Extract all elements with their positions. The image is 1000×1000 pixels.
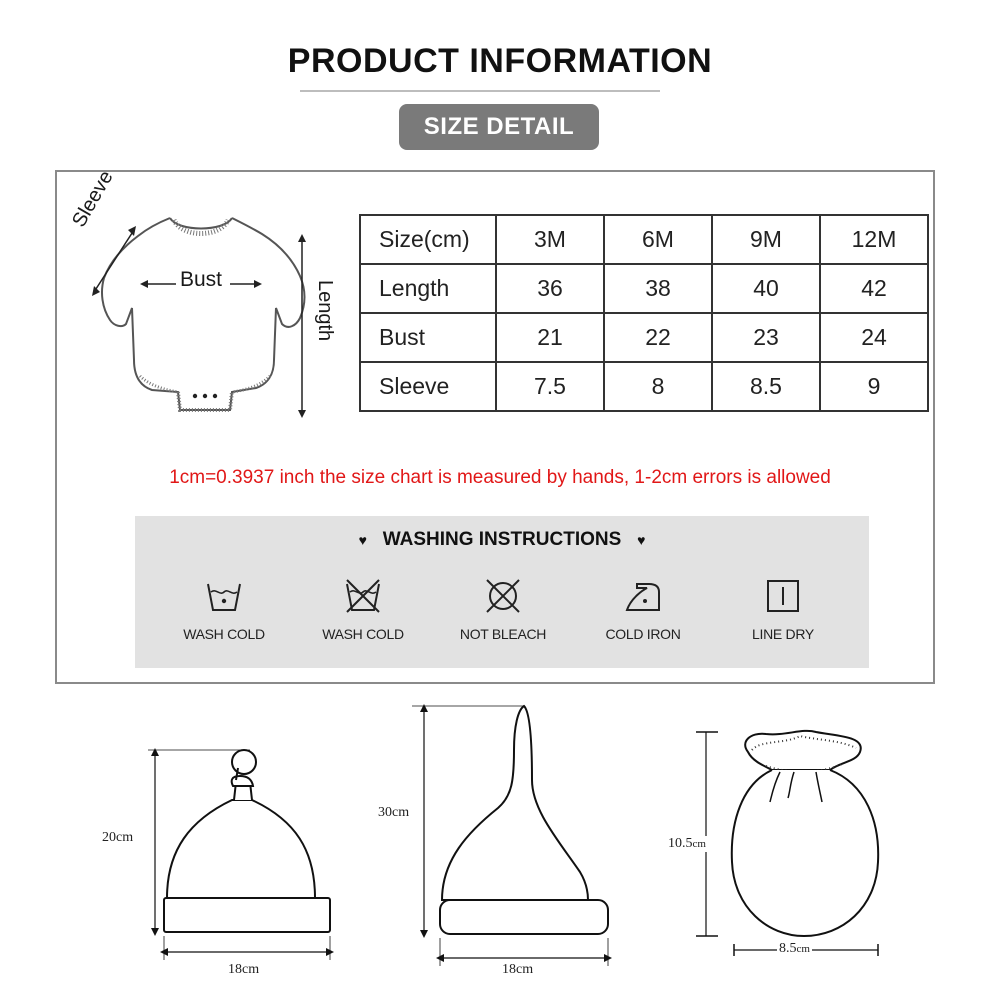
wash-item (164, 576, 284, 642)
heart-icon: ♥ (358, 532, 367, 548)
wash-label: WASH COLD (183, 626, 265, 642)
knot-hat-diagram (140, 740, 340, 970)
mitten-width-unit: cm (796, 943, 810, 955)
knot-hat-width-label: 18cm (228, 962, 260, 977)
table-header-row (360, 215, 928, 264)
table-cell: 8.5 (712, 362, 820, 411)
mitten-width-value: 8.5 (779, 941, 797, 956)
table-cell: 21 (496, 313, 604, 362)
no-bleach-icon (483, 576, 523, 616)
mitten-height-value: 10.5 (668, 836, 693, 851)
title-divider (300, 90, 660, 92)
table-header-cell: 3M (496, 215, 604, 264)
table-row (360, 313, 928, 362)
pointed-hat-diagram (408, 700, 618, 975)
knot-hat-height-label: 20cm (102, 830, 134, 845)
line-dry-icon (763, 576, 803, 616)
table-cell: Length (360, 264, 496, 313)
wash-label: COLD IRON (605, 626, 681, 642)
wash-label: WASH COLD (322, 626, 404, 642)
table-header-cell: Size(cm) (360, 215, 496, 264)
sleeve-label: Sleeve (68, 167, 118, 231)
table-cell: 8 (604, 362, 712, 411)
wash-item (583, 576, 703, 642)
wash-item (443, 576, 563, 642)
table-cell: 24 (820, 313, 928, 362)
table-cell: Bust (360, 313, 496, 362)
table-cell: 42 (820, 264, 928, 313)
bust-label: Bust (180, 268, 223, 291)
washing-title (135, 529, 869, 551)
length-label: Length (314, 280, 336, 342)
wash-item (723, 576, 843, 642)
table-cell: 9 (820, 362, 928, 411)
no-wash-tub-icon (343, 576, 383, 616)
table-cell: 38 (604, 264, 712, 313)
mitten-diagram (690, 722, 890, 962)
wash-label: NOT BLEACH (459, 626, 547, 642)
table-cell: 23 (712, 313, 820, 362)
wash-label: LINE DRY (752, 626, 814, 642)
pointed-hat-width-label: 18cm (502, 962, 534, 977)
heart-icon: ♥ (637, 532, 646, 548)
table-cell: 22 (604, 313, 712, 362)
mitten-width-label (777, 941, 812, 957)
washing-instructions-box (135, 516, 869, 668)
pointed-hat-height-label: 30cm (378, 805, 410, 820)
table-row (360, 264, 928, 313)
measurement-note: 1cm=0.3937 inch the size chart is measured by hands, 1-2cm errors is allowed (169, 467, 831, 488)
size-table (359, 214, 929, 412)
mitten-height-label (667, 836, 707, 852)
mitten-height-unit: cm (692, 838, 706, 850)
table-cell: 7.5 (496, 362, 604, 411)
washing-title-text: WASHING INSTRUCTIONS (382, 529, 622, 550)
table-row (360, 362, 928, 411)
page-title: PRODUCT INFORMATION (287, 42, 713, 80)
table-header-cell: 9M (712, 215, 820, 264)
table-cell: 40 (712, 264, 820, 313)
iron-icon (623, 576, 663, 616)
size-detail-badge: SIZE DETAIL (399, 104, 599, 150)
table-cell: Sleeve (360, 362, 496, 411)
table-header-cell: 12M (820, 215, 928, 264)
table-header-cell: 6M (604, 215, 712, 264)
table-cell: 36 (496, 264, 604, 313)
bodysuit-diagram (70, 200, 340, 430)
wash-tub-icon (204, 576, 244, 616)
wash-item (303, 576, 423, 642)
